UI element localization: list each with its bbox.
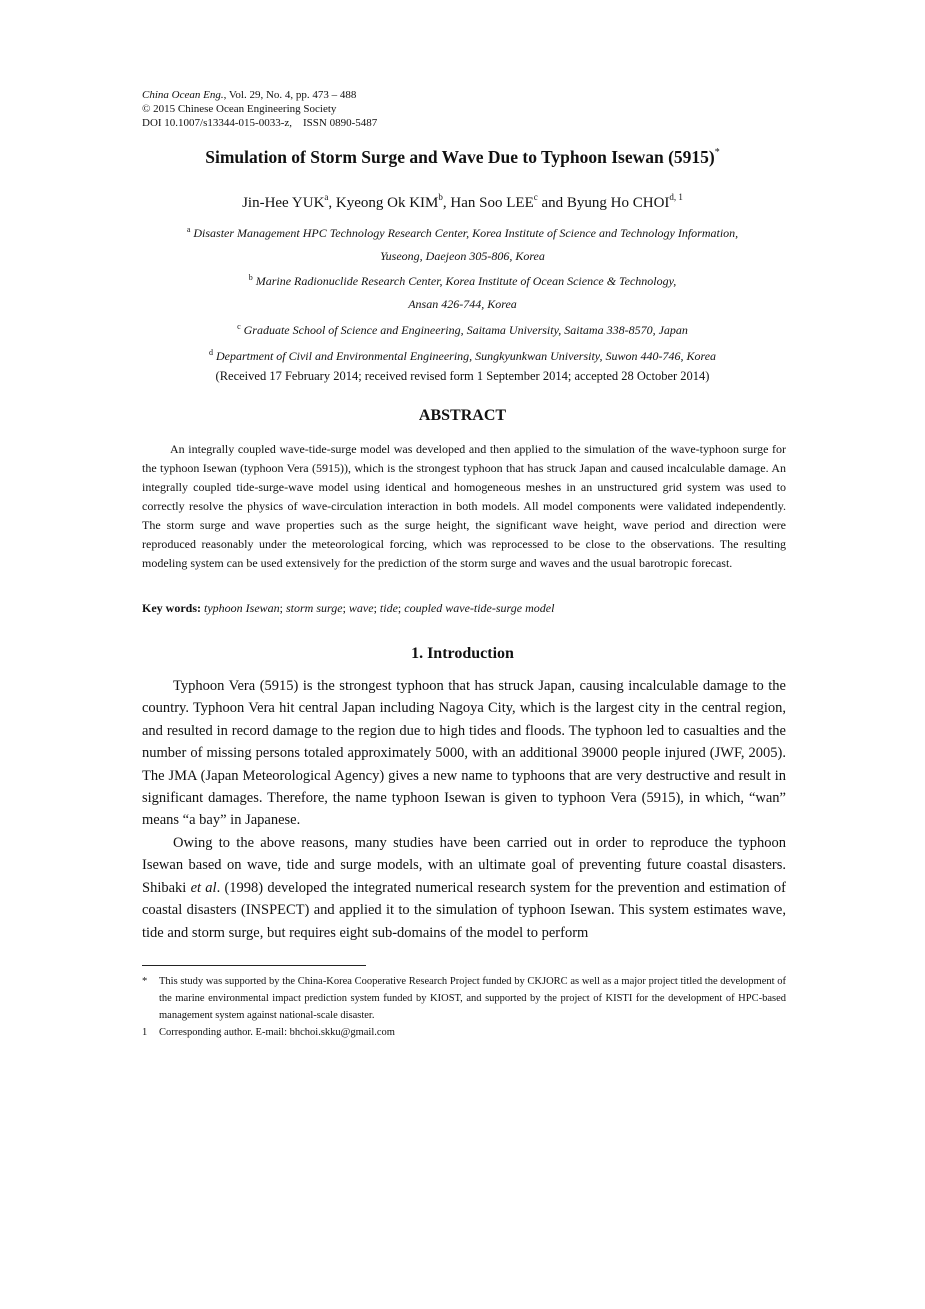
affiliation-mark: b bbox=[248, 273, 253, 283]
paragraph-text: Owing to the above reasons, many studies have been carried out in order to reproduce the typhoon Isewan based on wave, tide and surge models, with an ultimate goal of preventing future coastal disasters. Shibaki bbox=[142, 835, 786, 896]
author-affil-mark: c bbox=[533, 192, 538, 202]
abstract-text: An integrally coupled wave-tide-surge model was developed and then applied to the simulation of the wave-typhoon surge for the typhoon Isewan (typhoon Vera (5915)), which is the strongest typhoon that has struck Japan and caused incalculable damage. An integrally coupled tide-surge-wave model using identical and homogeneous meshes in an unstructured grid system was used to correctly resolve the physics of wave-circulation interaction in both models. All model components were validated independently. The storm surge and wave properties such as the surge height, the significant wave height, wave period and direction were reproduced reasonably under the meteorological forcing, which was reprocessed to be close to the observations. The resulting modeling system can be used extensively for the prediction of the storm surge and waves and the usual barotropic forecast. bbox=[142, 442, 786, 570]
affiliation-line bbox=[0, 267, 925, 293]
author-affil-mark: b bbox=[438, 192, 443, 202]
keyword: tide bbox=[379, 601, 398, 615]
author-name: Han Soo LEE bbox=[450, 195, 534, 211]
paragraph-text: . (1998) developed the integrated numerical research system for the prevention and estimation of coastal disasters (INSPECT) and applied it to the simulation of typhoon Isewan. This system estimates wave, tide and storm surge, but requires eight sub-domains of the model to perform bbox=[142, 879, 786, 941]
affiliation-mark: a bbox=[186, 225, 191, 234]
author-list bbox=[0, 192, 925, 212]
title-footnote-mark: * bbox=[714, 147, 720, 158]
body-paragraph: Typhoon Vera (5915) is the strongest typhoon that has struck Japan, causing incalculable damage to the country. Typhoon Vera hit central Japan including Nagoya City, which is the largest city in the central region, and resulted in record damage to the region due to high tides and floods. The typhoon led to casualties and the number of missing persons totaled approximately 5000, with an additional 39000 people injured (JWF, 2005). The JMA (Japan Meteorological Agency) gives a new name to typhoons that are very destructive and result in significant damages. Therefore, the name typhoon Isewan is given to typhoon Vera (5915), in which, “wan” means “a bay” in Japanese. bbox=[142, 678, 786, 829]
received-dates: (Received 17 February 2014; received revised form 1 September 2014; accepted 28 October 2014) bbox=[215, 369, 710, 383]
author-affil-mark: d, 1 bbox=[669, 192, 683, 202]
footnotes bbox=[142, 973, 786, 1041]
volume-pages: , Vol. 29, No. 4, pp. 473 – 488 bbox=[223, 89, 357, 101]
footnote bbox=[142, 1024, 786, 1041]
footnote bbox=[142, 973, 786, 1024]
footnote-mark: * bbox=[142, 976, 148, 987]
paper-title-text: Simulation of Storm Surge and Wave Due to Typhoon Isewan (5915) bbox=[205, 147, 715, 167]
affiliation-mark: d bbox=[208, 347, 213, 357]
affiliation-line bbox=[0, 219, 925, 245]
author-name: Kyeong Ok KIM bbox=[335, 195, 439, 211]
affiliation-line: Yuseong, Daejeon 305-806, Korea bbox=[380, 248, 545, 263]
footnote-text: Corresponding author. E-mail: bhchoi.skku@gmail.com bbox=[159, 1027, 395, 1038]
section-heading: 1. Introduction bbox=[411, 645, 514, 662]
keywords-label: Key words: bbox=[142, 601, 201, 615]
affiliation-line bbox=[0, 316, 925, 342]
body-paragraph bbox=[142, 832, 786, 944]
journal-name: China Ocean Eng. bbox=[142, 89, 224, 101]
abstract-heading: ABSTRACT bbox=[418, 407, 507, 424]
doi-issn-line: DOI 10.1007/s13344-015-0033-z, ISSN 0890-5487 bbox=[142, 117, 378, 129]
author-separator: , bbox=[328, 195, 336, 211]
author-name: Jin-Hee YUK bbox=[242, 195, 325, 211]
affiliation-text: Graduate School of Science and Engineering, Saitama University, Saitama 338-8570, Japan bbox=[243, 322, 688, 337]
author-separator: , bbox=[442, 195, 451, 211]
journal-header bbox=[142, 88, 377, 130]
footnote-mark: 1 bbox=[142, 1027, 148, 1038]
copyright-line: © 2015 Chinese Ocean Engineering Society bbox=[142, 103, 337, 115]
affiliation-text: Department of Civil and Environmental Engineering, Sungkyunkwan University, Suwon 440-746, Korea bbox=[215, 348, 717, 363]
footnote-divider bbox=[142, 965, 366, 966]
keywords: Key words: typhoon Isewan; storm surge; wave; tide; coupled wave-tide-surge model bbox=[142, 601, 555, 615]
author-affil-mark: a bbox=[324, 192, 329, 202]
et-al: et al bbox=[190, 879, 217, 896]
affiliation-mark: c bbox=[237, 321, 241, 331]
paper-title bbox=[0, 147, 925, 168]
affiliation-line: Ansan 426-744, Korea bbox=[408, 297, 517, 312]
keyword: coupled wave-tide-surge model bbox=[404, 601, 555, 615]
footnote-text: This study was supported by the China-Korea Cooperative Research Project funded by CKJORC as well as a major project titled the development of the marine environmental impact prediction system funded by KIOST, and supported by the project of KISTI for the development of HPC-based management system against national-scale disaster. bbox=[159, 976, 786, 1021]
affiliation-text: Marine Radionuclide Research Center, Korea Institute of Ocean Science & Technology, bbox=[255, 274, 677, 289]
keyword: wave bbox=[348, 601, 374, 615]
keyword: typhoon Isewan bbox=[204, 601, 280, 615]
keyword: storm surge bbox=[286, 601, 343, 615]
affiliations bbox=[0, 219, 925, 367]
affiliation-line bbox=[0, 342, 925, 368]
journal-citation bbox=[142, 88, 377, 102]
author-name: Byung Ho CHOI bbox=[566, 195, 670, 211]
affiliation-text: Disaster Management HPC Technology Research Center, Korea Institute of Science and Technology Information, bbox=[193, 226, 739, 240]
author-separator: and bbox=[537, 195, 567, 211]
